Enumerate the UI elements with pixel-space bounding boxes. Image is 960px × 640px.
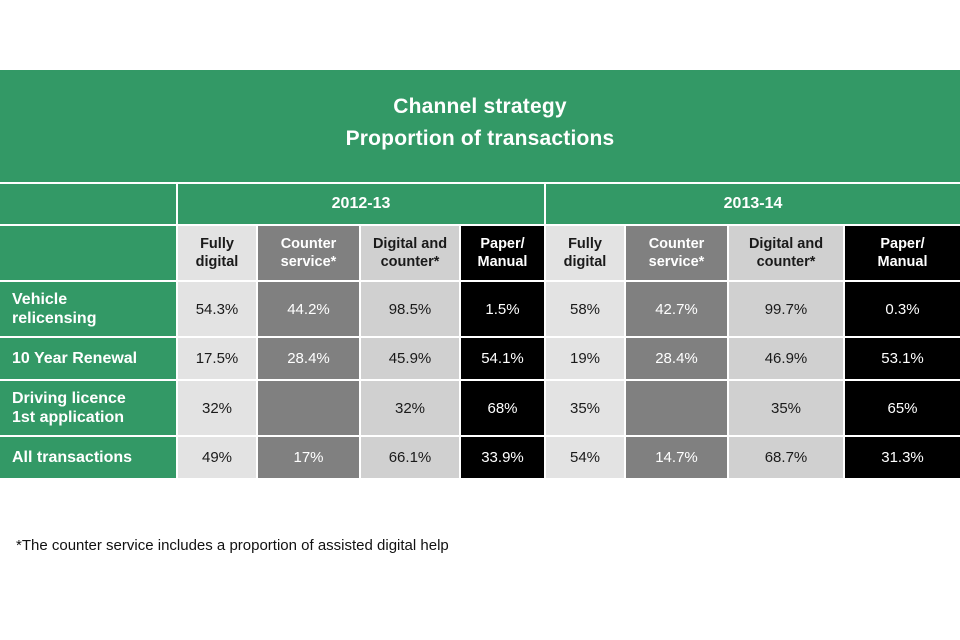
col-head-fully-digital-2013 xyxy=(545,225,625,281)
column-header-row xyxy=(0,225,960,281)
channel-strategy-table xyxy=(0,70,960,478)
col-head-paper-manual-2013 xyxy=(844,225,960,281)
row-label-vehicle-relicensing xyxy=(0,281,177,337)
cell-value xyxy=(625,380,728,436)
table-row xyxy=(0,380,960,436)
cell-value: 54.3% xyxy=(177,281,257,337)
col-head-line1: Fully xyxy=(200,236,234,252)
cell-value: 32% xyxy=(177,380,257,436)
cell-value: 17.5% xyxy=(177,337,257,380)
col-head-line2: digital xyxy=(195,254,239,270)
row-label-line1: All transactions xyxy=(12,449,133,466)
cell-value: 54.1% xyxy=(460,337,545,380)
cell-value: 66.1% xyxy=(360,436,460,478)
table-title-cell xyxy=(0,70,960,183)
col-head-line2: service* xyxy=(280,254,337,270)
col-head-line1: Digital and xyxy=(372,236,448,252)
col-head-line1: Paper/ xyxy=(880,236,925,252)
cell-value: 44.2% xyxy=(257,281,360,337)
col-head-line1: Paper/ xyxy=(480,236,525,252)
cell-value: 46.9% xyxy=(728,337,844,380)
cell-value xyxy=(257,380,360,436)
cell-value: 35% xyxy=(728,380,844,436)
col-head-line1: Fully xyxy=(568,236,602,252)
footnote-text: *The counter service includes a proportion of assisted digital help xyxy=(16,537,449,554)
table-row xyxy=(0,337,960,380)
title-line-2: Proportion of transactions xyxy=(345,127,615,150)
col-head-counter-service-2013 xyxy=(625,225,728,281)
row-label-all-transactions xyxy=(0,436,177,478)
year-row-corner-blank xyxy=(0,183,177,225)
cell-value: 19% xyxy=(545,337,625,380)
table-row xyxy=(0,281,960,337)
year-group-2013-14: 2013-14 xyxy=(545,183,960,225)
year-group-2012-13: 2012-13 xyxy=(177,183,545,225)
cell-value: 33.9% xyxy=(460,436,545,478)
col-head-line1: Counter xyxy=(280,236,337,252)
row-label-driving-licence-1st-application xyxy=(0,380,177,436)
cell-value: 68.7% xyxy=(728,436,844,478)
col-head-line2: service* xyxy=(648,254,705,270)
col-head-fully-digital-2012 xyxy=(177,225,257,281)
col-head-digital-and-counter-2012 xyxy=(360,225,460,281)
title-line-1: Channel strategy xyxy=(393,95,567,118)
cell-value: 99.7% xyxy=(728,281,844,337)
col-head-line2: Manual xyxy=(477,254,528,270)
cell-value: 28.4% xyxy=(625,337,728,380)
cell-value: 58% xyxy=(545,281,625,337)
col-head-line2: counter* xyxy=(756,254,816,270)
cell-value: 98.5% xyxy=(360,281,460,337)
col-head-line2: Manual xyxy=(877,254,928,270)
cell-value: 14.7% xyxy=(625,436,728,478)
col-head-line2: counter* xyxy=(380,254,440,270)
cell-value: 1.5% xyxy=(460,281,545,337)
row-label-line1: Vehicle xyxy=(12,291,68,308)
cell-value: 45.9% xyxy=(360,337,460,380)
cell-value: 53.1% xyxy=(844,337,960,380)
title-row xyxy=(0,70,960,183)
col-head-counter-service-2012 xyxy=(257,225,360,281)
cell-value: 35% xyxy=(545,380,625,436)
cell-value: 32% xyxy=(360,380,460,436)
cell-value: 49% xyxy=(177,436,257,478)
col-head-line1: Digital and xyxy=(748,236,824,252)
header-corner-blank xyxy=(0,225,177,281)
row-label-line2: relicensing xyxy=(12,310,97,327)
cell-value: 68% xyxy=(460,380,545,436)
cell-value: 54% xyxy=(545,436,625,478)
cell-value: 31.3% xyxy=(844,436,960,478)
year-group-row xyxy=(0,183,960,225)
cell-value: 65% xyxy=(844,380,960,436)
row-label-line2: 1st application xyxy=(12,409,125,426)
row-label-line1: Driving licence xyxy=(12,390,126,407)
cell-value: 17% xyxy=(257,436,360,478)
cell-value: 0.3% xyxy=(844,281,960,337)
col-head-line2: digital xyxy=(563,254,607,270)
row-label-line1: 10 Year Renewal xyxy=(12,350,138,367)
table-row xyxy=(0,436,960,478)
cell-value: 28.4% xyxy=(257,337,360,380)
cell-value: 42.7% xyxy=(625,281,728,337)
col-head-line1: Counter xyxy=(648,236,705,252)
row-label-10-year-renewal xyxy=(0,337,177,380)
col-head-paper-manual-2012 xyxy=(460,225,545,281)
col-head-digital-and-counter-2013 xyxy=(728,225,844,281)
channel-strategy-table-wrapper xyxy=(0,70,960,478)
